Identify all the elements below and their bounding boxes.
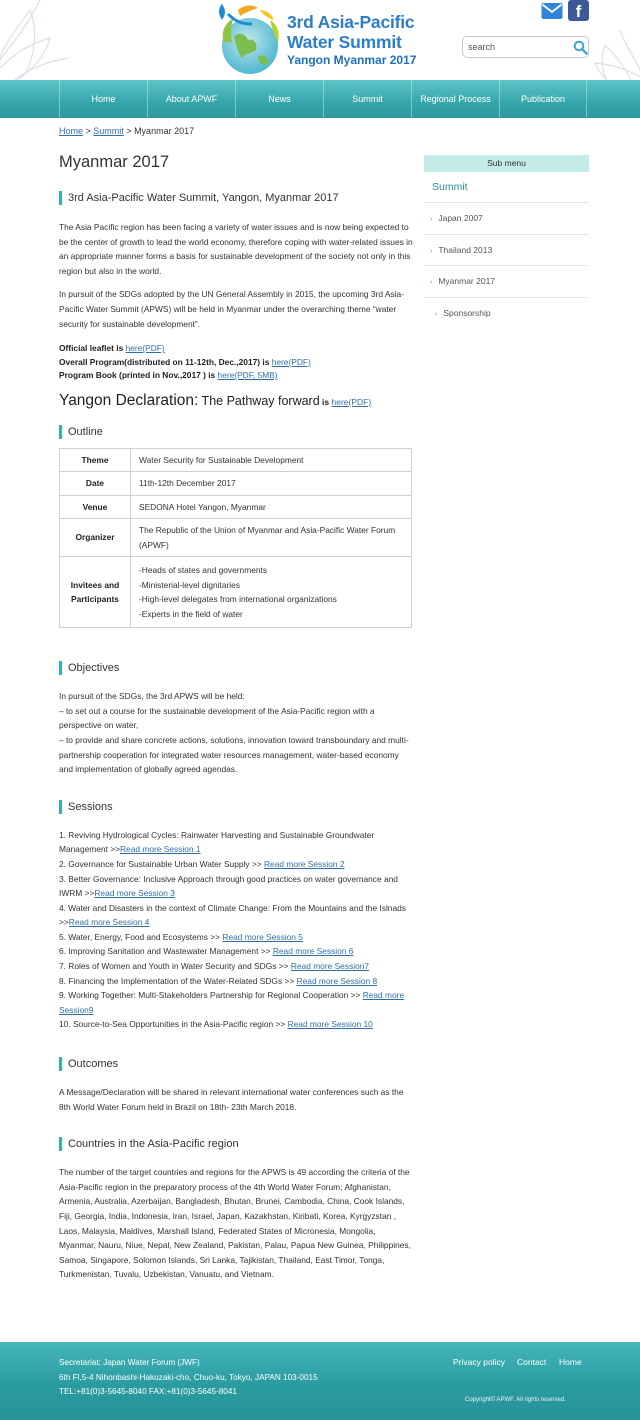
main-content [59,150,414,1282]
session-6-link[interactable]: Read more Session 6 [272,946,354,957]
session-item [59,974,414,989]
nav-publication[interactable]: Publication [499,80,587,118]
objectives-intro: In pursuit of the SDGs, the 3rd APWS will be held: [59,691,245,702]
declaration-title: Yangon Declaration: [59,391,199,409]
session-item [59,857,414,872]
breadcrumb-current: Myanmar 2017 [134,126,195,136]
sessions-heading: Sessions [59,800,414,814]
objectives-paragraph [59,689,414,777]
session-item [59,988,414,1017]
leaflet-line [59,342,414,356]
lotus-decoration-icon [0,0,70,80]
program-book-pdf-link[interactable]: here(PDF, 5MB) [217,370,278,381]
site-logo[interactable] [212,2,442,78]
nav-regional-process[interactable]: Regional Process [411,80,499,118]
program-book-label: Program Book (printed in Nov.,2017 ) is [59,370,218,381]
table-value: 11th-12th December 2017 [131,472,412,496]
countries-paragraph: The number of the target countries and regions for the APWS is 49 according the criteria of the Asia-Pacific region in the preparatory process of the 4th World Water Forum; Afghanistan, Armenia, Australia, Azerbaijan, Bangladesh, Bhutan, Brunei, Cambodia, China, Cook Islands, Fiji, Georgia, India, Indonesia, Iran, Israel, Japan, Kazakhstan, Kiribati, Korea, Kyrgyzstan , Laos, Malaysia, Maldives, Marshall Island, Federated States of Micronesia, Mongolia, Myanmar, Nauru, Niue, Nepal, New Zealand, Pakistan, Palau, Papua New Guinea, Philippines, Samoa, Singapore, Solomon Islands, Sri Lanka, Tajikistan, Thailand, East Timor, Tonga, Turkmenistan, Tuvalu, Uzbekistan, Vanuatu, and Vietnam. [59,1167,411,1280]
footer-contact-link[interactable]: Contact [517,1357,547,1367]
page-title: Myanmar 2017 [59,153,170,171]
table-key: Venue [60,495,131,519]
session-7-link[interactable]: Read more Session7 [290,961,370,972]
session-2-link[interactable]: Read more Session 2 [264,858,345,869]
outline-table [59,448,412,629]
session-item [59,930,414,945]
breadcrumb-summit-link[interactable]: Summit [93,126,124,136]
copyright: Copyright© APWF. All rights reserved. [465,1397,566,1403]
footer-address: 6th Fl,5-4 Nihonbashi-Hakozaki-cho, Chuo-ku, Tokyo, JAPAN 103-0015 [59,1373,318,1382]
logo-line-3: Yangon Myanmar 2017 [287,53,417,67]
session-text: 3. Better Governance: Inclusive Approach through good practices on water governance and IWRM >> [59,873,398,899]
invitee-item: -High-level delegates from international organizations [139,594,337,605]
objectives-heading: Objectives [59,661,414,675]
lead-heading: 3rd Asia-Pacific Water Summit, Yangon, Myanmar 2017 [59,191,414,205]
sub-menu-header: Sub menu [424,155,589,172]
declaration-pdf-link[interactable]: here(PDF) [331,396,372,407]
nav-news[interactable]: News [235,80,323,118]
footer-home-link[interactable]: Home [559,1357,582,1367]
program-book-line [59,369,414,383]
nav-home[interactable]: Home [59,80,147,118]
session-text: 6. Improving Sanitation and Wastewater Management >> [59,946,273,957]
table-row [60,448,412,472]
session-text: 1. Reviving Hydrological Cycles: Rainwater Harvesting and Sustainable Groundwater Management >> [59,829,375,855]
session-item [59,959,414,974]
table-row [60,472,412,496]
chevron-right-icon: › [435,310,438,318]
leaflet-label: Official leaflet is [59,343,126,354]
chevron-right-icon: › [430,216,433,223]
sidebar-item-label: Japan 2007 [438,213,483,223]
session-5-link[interactable]: Read more Session 5 [222,931,303,942]
yangon-declaration [59,392,414,411]
breadcrumb [59,126,194,136]
footer-secretariat: Secretariat: Japan Water Forum (JWF) [59,1358,200,1367]
breadcrumb-home-link[interactable]: Home [59,126,84,136]
logo-wordmark [287,14,416,66]
session-4-link[interactable]: Read more Session 4 [68,917,150,928]
sessions-list [59,828,414,1032]
session-item [59,1017,414,1032]
program-line [59,356,414,370]
sidebar-item-sponsorship[interactable] [424,297,589,329]
nav-summit[interactable]: Summit [323,80,411,118]
sidebar-item-thailand-2013[interactable] [424,234,589,266]
declaration-subtitle: The Pathway forward [198,393,320,408]
table-value: The Republic of the Union of Myanmar and Asia-Pacific Water Forum (APWF) [131,519,412,557]
session-item [59,828,414,857]
session-9-link[interactable]: Read more Session9 [59,990,405,1015]
table-key: Organizer [60,519,131,557]
invitee-item: -Ministerial-level dignitaries [139,579,240,590]
objectives-item: – to set out a course for the sustainable development of the Asia-Pacific region with a perspective on water, [59,705,375,731]
session-text: 9. Working Together: Multi-Stakeholders Partnership for Regional Cooperation >> [59,990,363,1001]
objectives-item: – to provide and share concrete actions, solutions, innovation toward transboundary and multi-partnership cooperation for integrated water resources management, water-based economy and implementation of globally agreed agendas. [59,734,409,775]
session-item [59,901,414,930]
main-nav [0,80,640,118]
table-key-line: Invitees and [70,579,120,590]
intro-paragraph: The Asia Pacific region has been facing a variety of water issues and is now being expected to be the center of growth to lead the world economy, therefore coping with water-related issues in an appropriate manner forms a basis for sustainable development of the society not only in this region but also in the world. [59,222,413,276]
sidebar-title-summit[interactable]: Summit [432,181,468,193]
chevron-right-icon: › [430,247,433,255]
footer-phone-fax: TEL:+81(0)3-5645-8040 FAX:+81(0)3-5645-8041 [59,1387,237,1396]
site-footer [0,1342,640,1420]
sidebar-item-label: Thailand 2013 [438,244,493,255]
outcomes-heading: Outcomes [59,1057,414,1071]
session-1-link[interactable]: Read more Session 1 [120,844,201,855]
site-header [0,0,640,80]
globe-water-logo-icon [212,2,284,78]
logo-line-1: 3rd Asia-Pacific [287,12,415,32]
outcomes-paragraph: A Message/Declaration will be shared in relevant international water conferences such as the 8th World Water Forum held in Brazil on 18th- 23th March 2018. [59,1087,404,1112]
invitee-item: -Heads of states and governments [139,565,268,576]
session-8-link[interactable]: Read more Session 8 [296,975,378,986]
chevron-right-icon: › [430,279,433,286]
mail-icon[interactable] [541,1,563,21]
nav-about-apwf[interactable]: About APWF [147,80,235,118]
sidebar [424,155,589,328]
session-10-link[interactable]: Read more Session 10 [287,1019,373,1030]
sidebar-item-myanmar-2017[interactable] [424,265,589,297]
program-label: Overall Program(distributed on 11-12th, Dec.,2017) is [59,356,272,367]
search-input[interactable] [468,39,568,55]
session-text: 2. Governance for Sustainable Urban Water Supply >> [59,858,264,869]
session-item [59,944,414,959]
table-value: Water Security for Sustainable Development [131,448,412,472]
leaflet-pdf-link[interactable]: here(PDF) [125,343,165,354]
table-key: Date [60,472,131,496]
breadcrumb-separator: > [83,126,94,136]
session-text: 5. Water, Energy, Food and Ecosystems >> [59,931,223,942]
session-text: 7. Roles of Women and Youth in Water Security and SDGs >> [59,961,291,972]
declaration-is: is [319,396,332,407]
session-item [59,872,414,901]
sdgs-paragraph: In pursuit of the SDGs adopted by the UN General Assembly in 2015, the upcoming 3rd Asia-Pacific Water Summit (APWS) will be held in Myanmar under the overarching theme “water security for sustainable development”. [59,289,404,329]
invitee-item: -Experts in the field of water [139,608,243,619]
session-text: 4. Water and Disasters in the context of Climate Change: From the Mountains and the Islnads >> [59,902,406,928]
table-row [60,519,412,557]
search-icon[interactable] [573,40,588,55]
table-value: SEDONA Hotel Yangon, Myanmar [131,495,412,519]
sidebar-item-japan-2007[interactable] [424,202,589,234]
table-row [60,495,412,519]
document-links [59,342,414,383]
footer-privacy-link[interactable]: Privacy policy [453,1357,505,1367]
breadcrumb-separator: > [123,126,135,136]
session-3-link[interactable]: Read more Session 3 [94,888,175,899]
table-row [60,557,412,628]
search-box [462,36,589,58]
facebook-icon[interactable]: f [568,0,589,21]
sidebar-item-label: Myanmar 2017 [438,276,496,286]
sidebar-item-label: Sponsorship [443,307,491,318]
program-pdf-link[interactable]: here(PDF) [271,356,311,367]
outline-heading: Outline [59,425,414,439]
countries-heading: Countries in the Asia-Pacific region [59,1137,414,1151]
table-key [60,557,131,628]
table-key-line: Participants [71,594,119,605]
table-value [131,557,412,628]
table-key: Theme [60,448,131,472]
session-text: 8. Financing the Implementation of the Water-Related SDGs >> [59,975,297,986]
logo-line-2: Water Summit [287,31,402,52]
session-text: 10. Source-to-Sea Opportunities in the Asia-Pacific region >> [59,1019,288,1030]
